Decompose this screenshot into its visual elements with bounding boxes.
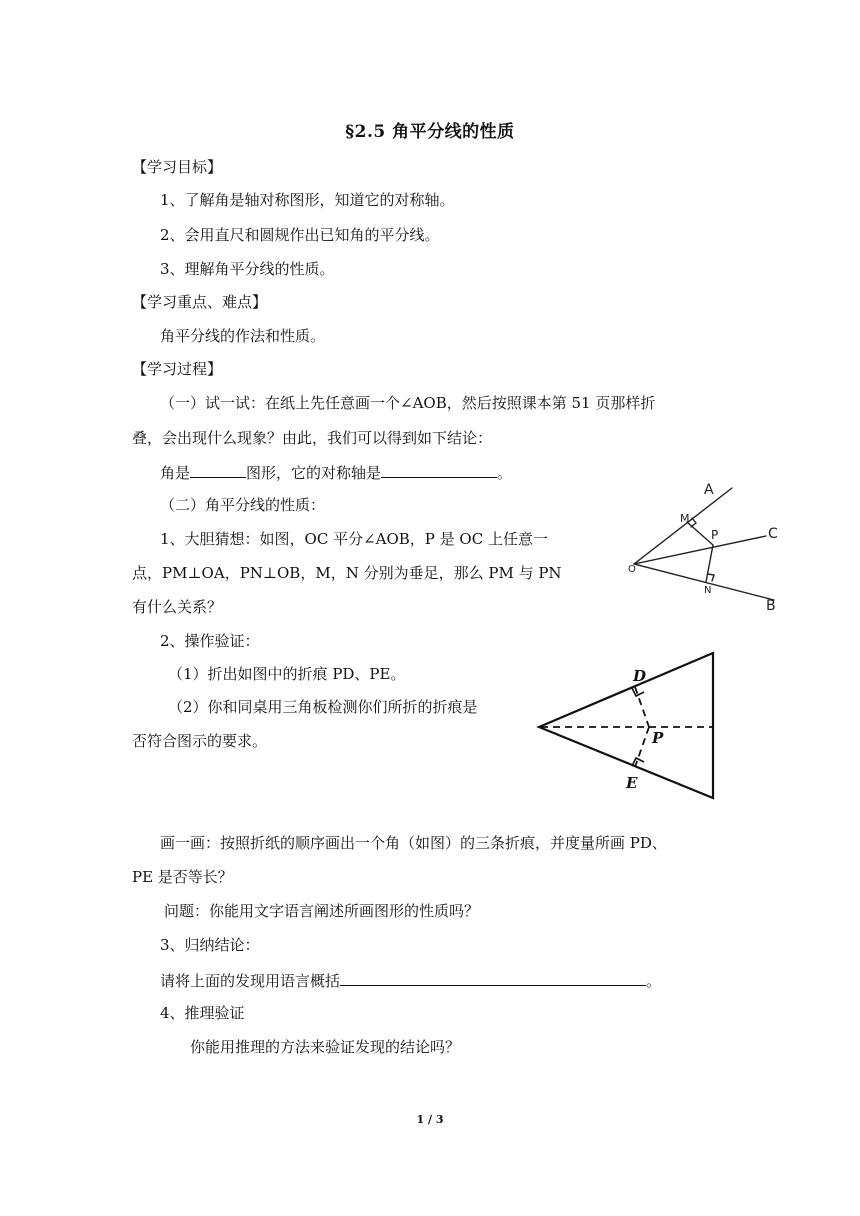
process-heading: 【学习过程】 [132,360,223,378]
ray-oa [634,488,732,564]
answer-blank[interactable] [190,461,246,478]
conclusion-heading: 3、归纳结论： [160,936,260,954]
draw-task: PE 是否等长？ [132,868,233,886]
label-o: O [628,564,636,575]
objective-item: 3、理解角平分线的性质。 [160,260,335,278]
label-c: C [768,526,778,542]
label-p: P [652,729,664,747]
conclusion-end: 。 [646,972,662,990]
page-number: 1 / 3 [416,1113,444,1126]
label-p: P [711,528,719,542]
part2-heading: （二）角平分线的性质： [160,496,326,514]
segment-pn [706,545,713,582]
page-title: §2.5 角平分线的性质 [345,122,515,142]
objective-item: 2、会用直尺和圆规作出已知角的平分线。 [160,226,440,244]
guess-text: 1、大胆猜想：如图，OC 平分∠AOB，P 是 OC 上任意一 [160,530,548,548]
objectives-heading: 【学习目标】 [132,158,223,176]
label-m: M [680,512,690,525]
label-b: B [766,598,776,614]
right-angle-mark-d [632,688,644,696]
segment-pm [687,522,713,545]
draw-task: 画一画：按照折纸的顺序画出一个角（如图）的三条折痕，并度量所画 PD、 [160,834,667,852]
fill-text: 图形，它的对称轴是 [246,464,382,482]
objective-item: 1、了解角是轴对称图形，知道它的对称轴。 [160,191,455,209]
ray-oc [634,536,766,564]
label-a: A [704,482,714,498]
fill-text: 角是 [160,464,191,482]
question-text: 问题：你能用文字语言阐述所画图形的性质吗？ [164,902,480,920]
operation-step: （2）你和同桌用三角板检测你们所折的折痕是 [168,698,478,716]
answer-blank[interactable] [340,969,646,986]
key-text: 角平分线的作法和性质。 [160,327,326,345]
fill-in-sentence [160,461,512,483]
reasoning-heading: 4、推理验证 [160,1004,245,1022]
part1-text: （一）试一试：在纸上先任意画一个∠AOB，然后按照课本第 51 页那样折 [160,394,656,412]
right-angle-mark-n [708,574,714,581]
part1-text: 叠，会出现什么现象？由此，我们可以得到如下结论： [132,429,493,447]
angle-bisector-sketch [624,478,784,614]
conclusion-text: 请将上面的发现用语言概括 [160,972,341,990]
label-e: E [626,774,638,792]
reasoning-text: 你能用推理的方法来验证发现的结论吗？ [190,1038,461,1056]
operation-heading: 2、操作验证： [160,632,260,650]
label-d: D [633,667,647,685]
label-n: N [704,585,712,596]
folded-triangle-figure [533,650,723,805]
key-heading: 【学习重点、难点】 [132,293,268,311]
fill-text: 。 [497,464,513,482]
guess-text: 有什么关系？ [132,598,223,616]
operation-step: （1）折出如图中的折痕 PD、PE。 [168,665,406,683]
operation-step: 否符合图示的要求。 [132,732,268,750]
conclusion-sentence [160,969,661,991]
answer-blank[interactable] [381,461,497,478]
guess-text: 点，PM⊥OA，PN⊥OB，M，N 分别为垂足，那么 PM 与 PN [132,564,562,582]
